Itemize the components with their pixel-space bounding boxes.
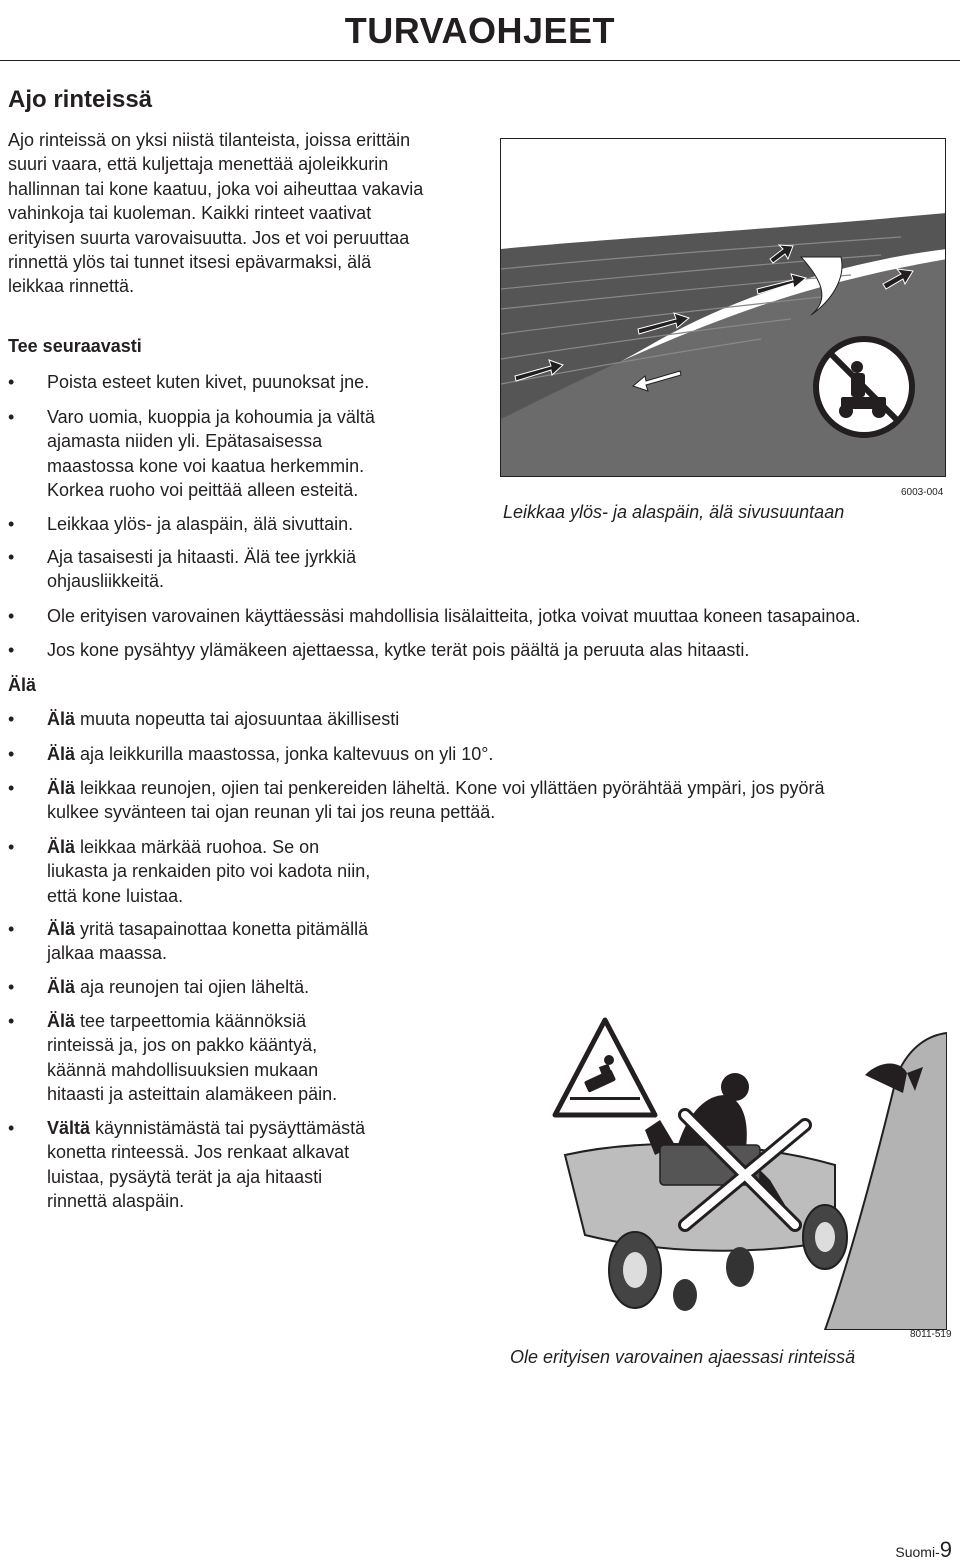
bullet: •: [8, 778, 15, 798]
ala-line: käännä mahdollisuuksien mukaan: [47, 1059, 319, 1080]
figure2-caption: Ole erityisen varovainen ajaessasi rinteissä: [510, 1347, 856, 1367]
ala-line: luistaa, pysäytä terät ja aja hitaasti: [47, 1166, 323, 1187]
ala-line: liukasta ja renkaiden pito voi kadota niin,: [47, 861, 371, 882]
figure1-caption: Leikkaa ylös- ja alaspäin, älä sivusuuntaan: [503, 502, 845, 522]
ala-line: rinteissä ja, jos on pakko kääntyä,: [47, 1035, 318, 1056]
ala-heading: Älä: [8, 675, 37, 695]
bold-prefix: Älä: [47, 977, 76, 997]
ala-line: Älä aja reunojen tai ojien läheltä.: [47, 977, 310, 997]
bullet: •: [8, 744, 15, 764]
ala-line: Älä muuta nopeutta tai ajosuuntaa äkillisesti: [47, 709, 400, 729]
tee-line: Jos kone pysähtyy ylämäkeen ajettaessa, kytke terät pois päältä ja peruuta alas hitaasti.: [47, 640, 750, 660]
tee-line: ohjausliikkeitä.: [47, 571, 165, 592]
intro-paragraph: Ajo rinteissä on yksi niistä tilanteista, joissa erittäin suuri vaara, että kuljettaja menettää ajoleikkurin hallinnan tai kone kaatuu, joka voi aiheuttaa vakavia vahinkoja tai kuoleman. Kaikki rinteet vaativat erityisen suurta varovaisuutta. Jos et voi peruuttaa rinnettä ylös tai tunnet itsesi epävarmaksi, älä leikkaa rinnettä.: [8, 130, 424, 297]
bold-prefix: Vältä: [47, 1118, 91, 1138]
tee-line: Varo uomia, kuoppia ja kohoumia ja vältä: [47, 407, 375, 427]
ala-line: että kone luistaa.: [47, 885, 184, 906]
figure-slope-directions: [500, 138, 946, 477]
tee-line: Korkea ruoho voi peittää alleen esteitä.: [47, 480, 359, 501]
bold-prefix: Älä: [47, 837, 76, 857]
bullet: •: [8, 407, 15, 427]
bullet: •: [8, 837, 15, 857]
bullet: •: [8, 1118, 15, 1138]
ala-line: jalkaa maassa.: [47, 943, 168, 964]
ala-line: hitaasti ja asteittain alamäkeen päin.: [47, 1084, 338, 1105]
tee-line: ajamasta niiden yli. Epätasaisessa: [47, 431, 323, 452]
slope-illustration: [501, 139, 946, 477]
ala-line: Vältä käynnistämästä tai pysäyttämästä: [47, 1118, 366, 1138]
ala-line: kulkee syvänteen tai ojan reunan yli tai jos reuna pettää.: [47, 802, 496, 823]
bullet: •: [8, 606, 15, 626]
bold-prefix: Älä: [47, 919, 76, 939]
bold-prefix: Älä: [47, 1011, 76, 1031]
bullet: •: [8, 547, 15, 567]
bullet: •: [8, 514, 15, 534]
ala-line: rinnettä alaspäin.: [47, 1191, 185, 1212]
mower-warning-illustration: [535, 1005, 947, 1330]
tee-line: maastossa kone voi kaatua herkemmin.: [47, 455, 365, 476]
tee-heading: Tee seuraavasti: [8, 336, 142, 356]
tee-line: Leikkaa ylös- ja alaspäin, älä sivuttain.: [47, 514, 354, 534]
ala-line: konetta rinteessä. Jos renkaat alkavat: [47, 1142, 350, 1163]
figure2-code: 8011-519: [910, 1329, 952, 1340]
figure-mower-slope-warning: [535, 1005, 947, 1330]
ala-line: Älä yritä tasapainottaa konetta pitämällä: [47, 919, 369, 939]
ala-line: Älä tee tarpeettomia käännöksiä: [47, 1011, 307, 1031]
ala-line: Älä aja leikkurilla maastossa, jonka kaltevuus on yli 10°.: [47, 744, 494, 764]
bullet: •: [8, 1011, 15, 1031]
page-title: TURVAOHJEET: [344, 10, 615, 51]
tee-line: Ole erityisen varovainen käyttäessäsi mahdollisia lisälaitteita, jotka voivat muuttaa koneen tasapainoa.: [47, 606, 861, 626]
bullet: •: [8, 919, 15, 939]
bold-prefix: Älä: [47, 744, 76, 764]
bullet: •: [8, 977, 15, 997]
page-number: [895, 1537, 952, 1563]
section-heading: Ajo rinteissä: [8, 86, 153, 113]
figure1-code: 6003-004: [901, 487, 944, 498]
bold-prefix: Älä: [47, 709, 76, 729]
tee-line: Poista esteet kuten kivet, puunoksat jne.: [47, 372, 370, 392]
bullet: •: [8, 372, 15, 392]
bullet: •: [8, 709, 15, 729]
bold-prefix: Älä: [47, 778, 76, 798]
bullet: •: [8, 640, 15, 660]
ala-line: Älä leikkaa märkää ruohoa. Se on: [47, 837, 320, 857]
ala-line: Älä leikkaa reunojen, ojien tai penkereiden läheltä. Kone voi yllättäen pyörähtää ympäri, jos pyörä: [47, 778, 825, 798]
header-rule: [0, 60, 960, 61]
page-number-value: 9: [939, 1537, 952, 1562]
page-number-label: Suomi-: [895, 1544, 940, 1560]
tee-line: Aja tasaisesti ja hitaasti. Älä tee jyrkkiä: [47, 547, 357, 567]
